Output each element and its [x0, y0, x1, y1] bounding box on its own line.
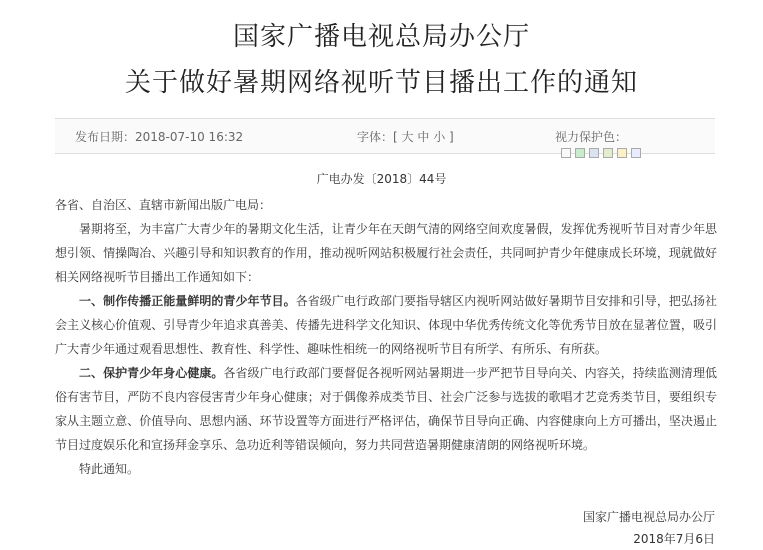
swatch-color-5[interactable] [617, 148, 627, 158]
font-size-label: 字体： [357, 130, 394, 144]
section-1-heading: 一、制作传播正能量鲜明的青少年节目。 [79, 294, 296, 308]
section-2-heading: 二、保护青少年身心健康。 [79, 366, 224, 380]
swatch-color-4[interactable] [603, 148, 613, 158]
signature-date: 2018年7月6日 [633, 532, 715, 546]
swatch-color-6[interactable] [631, 148, 641, 158]
section-1-text: 各省级广电行政部门要指导辖区内视听网站做好暑期节目安排和引导，把弘扬社会主义核心价值观、引导青少年追求真善美、传播先进科学文化知识、体现中华优秀传统文化等优秀节目放在显著位置，吸引广大青少年通过观看思想性、教育性、科学性、趣味性相统一的网络视听节目有所学、有所乐、有所获。 [55, 294, 717, 356]
section-2-paragraph [55, 361, 717, 457]
font-bracket-open: [ [393, 130, 402, 144]
swatch-color-2[interactable] [575, 148, 585, 158]
section-2-text: 各省级广电行政部门要督促各视听网站暑期进一步严把节目导向关、内容关，持续监测清理低俗有害节目，严防不良内容侵害青少年身心健康；对于偶像养成类节目、社会广泛参与选拔的歌唱才艺竞秀类节目，要组织专家从主题立意、价值导向、思想内涵、环节设置等方面进行严格评估，确保节目导向正确、内容健康向上方可播出，坚决遏止节目过度娱乐化和宣扬拜金享乐、急功近利等错误倾向，努力共同营造暑期健康清朗的网络视听环境。 [55, 366, 717, 452]
font-size-medium-button[interactable]: 中 [417, 130, 430, 144]
closing: 特此通知。 [79, 462, 140, 476]
title-line-2: 关于做好暑期网络视听节目播出工作的通知 [124, 68, 638, 98]
signature-block [583, 506, 715, 550]
salutation: 各省、自治区、直辖市新闻出版广电局： [55, 198, 272, 212]
document-body [55, 193, 717, 481]
publish-date: 发布日期：2018-07-10 16:32 [75, 130, 244, 144]
meta-bar [55, 118, 715, 154]
intro-paragraph: 暑期将至，为丰富广大青少年的暑期文化生活，让青少年在天朗气清的网络空间欢度暑假，发挥优秀视听节目对青少年思想引领、情操陶冶、兴趣引导和知识教育的作用，推动视听网站积极履行社会责任，共同呵护青少年健康成长环境，现就做好相关网络视听节目播出工作通知如下： [55, 222, 717, 284]
title-line-1: 国家广播电视总局办公厅 [232, 22, 530, 52]
font-bracket-close: ] [445, 130, 454, 144]
document-number: 广电办发〔2018〕44号 [316, 172, 447, 186]
eye-protection-control [555, 128, 715, 159]
font-size-large-button[interactable]: 大 [401, 130, 414, 144]
font-size-small-button[interactable]: 小 [433, 130, 446, 144]
document-title [0, 18, 763, 102]
section-1-paragraph [55, 289, 717, 361]
eye-protection-label: 视力保护色： [555, 130, 628, 144]
swatch-color-1[interactable] [561, 148, 571, 158]
font-size-control [357, 128, 454, 145]
signature-org: 国家广播电视总局办公厅 [582, 510, 715, 524]
color-swatches [561, 148, 641, 158]
swatch-color-3[interactable] [589, 148, 599, 158]
